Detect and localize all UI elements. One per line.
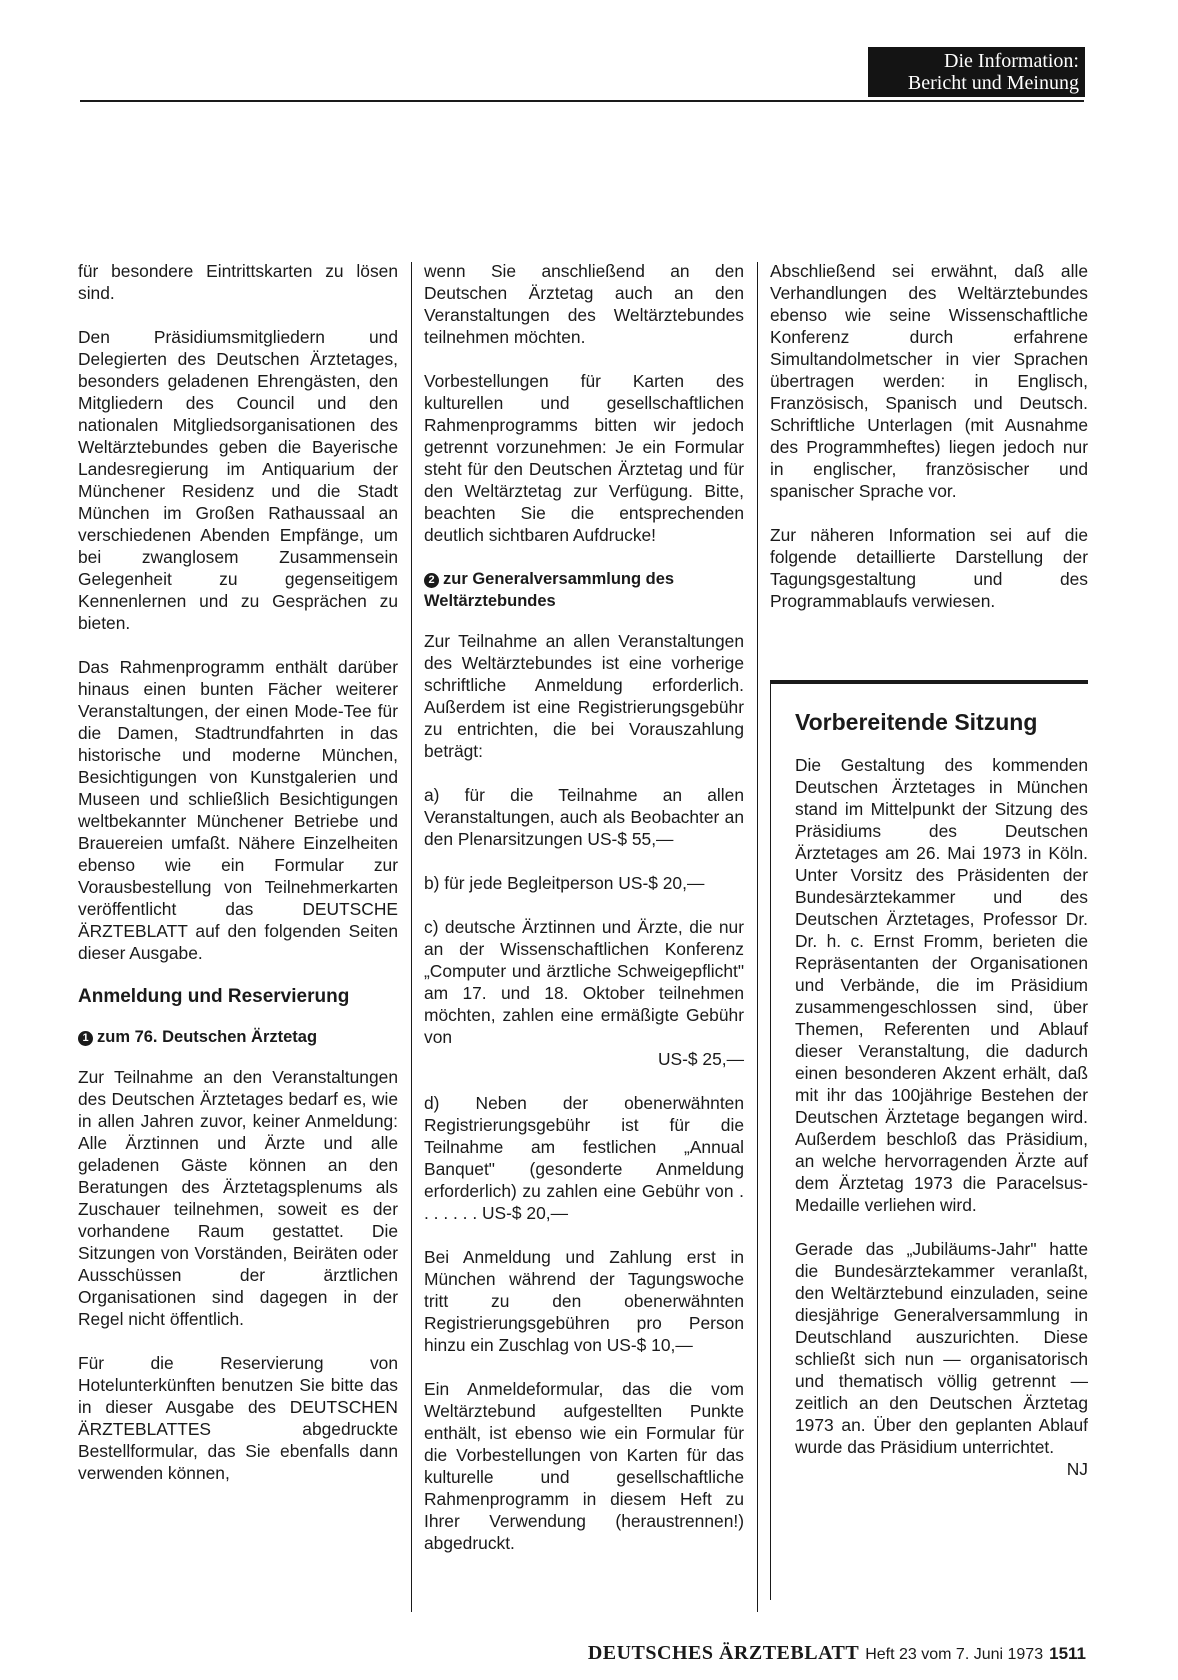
author-initials: NJ — [1066, 1459, 1088, 1479]
paragraph: Zur Teilnahme an allen Veranstaltungen des Weltärztebundes ist eine vorherige schriftliche Anmeldung erforderlich. Außerdem ist eine Registrierungsgebühr zu entrichten, die bei Vorauszahlung beträgt: — [424, 631, 744, 761]
subheading-text: zur Generalversammlung des Weltärztebundes — [424, 570, 675, 610]
fee-item-d: d) Neben der obenerwähnten Registrierungsgebühr ist für die Teilnahme am festlichen „Annual Banquet" (gesonderte Anmeldung erforderlich) zu zahlen eine Gebühr von . . . . . . . US-$ 20,— — [424, 1093, 744, 1223]
column-divider-1 — [411, 262, 412, 1612]
paragraph: Den Präsidiumsmitgliedern und Delegierten des Deutschen Ärztetages, besonders geladenen Ehrengästen, den Mitgliedern des Council und den nationalen Mitgliedsorganisationen des Weltärztebundes geben die Bayerische Landesregierung im Antiquarium der Münchener Residenz und die Stadt München im Großen Rathaussaal an verschiedenen Abenden Empfänge, um bei zwanglosem Zusammensein Gelegenheit zu gegenseitigem Kennenlernen und zu Gesprächen zu bieten. — [78, 327, 398, 633]
column-1 — [78, 260, 398, 1506]
number-badge: 1 — [78, 1031, 93, 1046]
subheading — [424, 568, 744, 612]
paragraph: Bei Anmeldung und Zahlung erst in München während der Tagungswoche tritt zu den obenerwähnten Registrierungsgebühren pro Person hinzu ein Zuschlag von US-$ 10,— — [424, 1247, 744, 1355]
paragraph: Die Gestaltung des kommenden Deutschen Ärztetages in München stand im Mittelpunkt der Sitzung des Präsidiums des Deutschen Ärztetages am 26. Mai 1973 in Köln. Unter Vorsitz des Präsidenten der Bundesärztekammer und des Deutschen Ärztetages, Professor Dr. Dr. h. c. Ernst Fromm, berieten die Repräsentanten der Organisationen und Verbände, die im Präsidium zusammengeschlossen sind, über Themen, Referenten und Ablauf dieser Veranstaltung, die dadurch einen besonderen Akzent erhält, daß mit ihr das 100jährige Bestehen der Deutschen Ärztetage begangen wird. Außerdem beschloß das Präsidium, an welche hervorragenden Ärzte auf dem Ärztetag 1973 die Paracelsus-Medaille verliehen wird. — [795, 755, 1088, 1215]
box-title: Vorbereitende Sitzung — [795, 709, 1038, 735]
top-rule — [80, 100, 1084, 102]
section-badge-line2: Bericht und Meinung — [907, 72, 1079, 94]
fee-item-c-amount: US-$ 25,— — [657, 1049, 744, 1069]
paragraph: Abschließend sei erwähnt, daß alle Verhandlungen des Weltärztebundes ebenso wie seine Wissenschaftliche Konferenz durch erfahrene Simultandolmetscher in vier Sprachen übertragen werden: in Englisch, Französisch, Spanisch und Deutsch. Schriftliche Unterlagen (mit Ausnahme des Programmheftes) liegen jedoch nur in englischer, französischer und spanischer Sprache vor. — [770, 261, 1088, 501]
column-3 — [770, 260, 1088, 634]
page-footer — [480, 1642, 1086, 1668]
page-number: 1511 — [1049, 1644, 1086, 1663]
issue-info: Heft 23 vom 7. Juni 1973 — [865, 1646, 1044, 1663]
paragraph: Für die Reservierung von Hotelunterkünften benutzen Sie bitte das in dieser Ausgabe des DEUTSCHEN ÄRZTEBLATTES abgedruckte Bestellformular, das Sie ebenfalls dann verwenden können, — [78, 1353, 398, 1483]
paragraph: Zur näheren Information sei auf die folgende detaillierte Darstellung der Tagungsgestaltung und des Programmablaufs verwiesen. — [770, 525, 1088, 611]
section-badge — [868, 47, 1085, 97]
paragraph: Vorbestellungen für Karten des kulturellen und gesellschaftlichen Rahmenprogramms bitten wir jedoch getrennt vorzunehmen: Je ein Formular steht für den Deutschen Ärztetag und für den Weltärztetag zur Verfügung. Bitte, beachten Sie die entsprechenden deutlich sichtbaren Aufdrucke! — [424, 371, 744, 545]
column-2 — [424, 260, 744, 1576]
sidebar-box — [770, 680, 1088, 1600]
subheading — [78, 1026, 398, 1048]
magazine-name: DEUTSCHES ÄRZTEBLATT — [587, 1642, 860, 1664]
fee-item-a: a) für die Teilnahme an allen Veranstaltungen, auch als Beobachter an den Plenarsitzungen US-$ 55,— — [424, 785, 744, 849]
fee-item-c: c) deutsche Ärztinnen und Ärzte, die nur an der Wissenschaftlichen Konferenz „Computer und ärztliche Schweigepflicht" am 17. und 18. Oktober teilnehmen möchten, zahlen eine ermäßigte Gebühr von — [424, 917, 744, 1047]
paragraph: Das Rahmenprogramm enthält darüber hinaus einen bunten Fächer weiterer Veranstaltungen, der einen Mode-Tee für die Damen, Stadtrundfahrten in das historische und moderne München, Besichtigungen von Kunstgalerien und Museen und schließlich Besichtigungen weltbekannter Münchener Betriebe und Brauereien umfaßt. Nähere Einzelheiten ebenso wie ein Formular zur Vorausbestellung von Teilnehmerkarten veröffentlicht das DEUTSCHE ÄRZTEBLATT auf den folgenden Seiten dieser Ausgabe. — [78, 657, 398, 963]
paragraph: Gerade das „Jubiläums-Jahr" hatte die Bundesärztekammer veranlaßt, den Weltärztebund einzuladen, seine diesjährige Generalversammlung in Deutschland auszurichten. Diese schließt sich nun — organisatorisch und thematisch völlig getrennt — zeitlich an den Deutschen Ärztetag 1973 an. Über den geplanten Ablauf wurde das Präsidium unterrichtet. — [795, 1239, 1088, 1457]
column-divider-2 — [757, 262, 758, 1612]
paragraph: für besondere Eintrittskarten zu lösen sind. — [78, 261, 398, 303]
subheading-text: zum 76. Deutschen Ärztetag — [97, 1028, 318, 1046]
section-heading: Anmeldung und Reservierung — [78, 986, 350, 1007]
number-badge: 2 — [424, 573, 439, 588]
paragraph: Ein Anmeldeformular, das die vom Weltärztebund aufgestellten Punkte enthält, ist ebenso wie ein Formular für die Vorbestellungen von Karten für das kulturelle und gesellschaftliche Rahmenprogramm in diesem Heft zu Ihrer Verwendung (heraustrennen!) abgedruckt. — [424, 1379, 744, 1553]
paragraph: wenn Sie anschließend an den Deutschen Ärztetag auch an den Veranstaltungen des Weltärztebundes teilnehmen möchten. — [424, 261, 744, 347]
fee-item-b: b) für jede Begleitperson US-$ 20,— — [424, 873, 705, 893]
section-badge-line1: Die Information: — [944, 50, 1079, 72]
paragraph: Zur Teilnahme an den Veranstaltungen des Deutschen Ärztetages bedarf es, wie in allen Jahren zuvor, keiner Anmeldung: Alle Ärztinnen und Ärzte und alle geladenen Gäste können an den Beratungen des Ärztetagsplenums als Zuschauer teilnehmen, soweit es der vorhandene Raum gestattet. Die Sitzungen von Vorständen, Beiräten oder Ausschüssen der ärztlichen Organisationen sind dagegen in der Regel nicht öffentlich. — [78, 1067, 398, 1329]
